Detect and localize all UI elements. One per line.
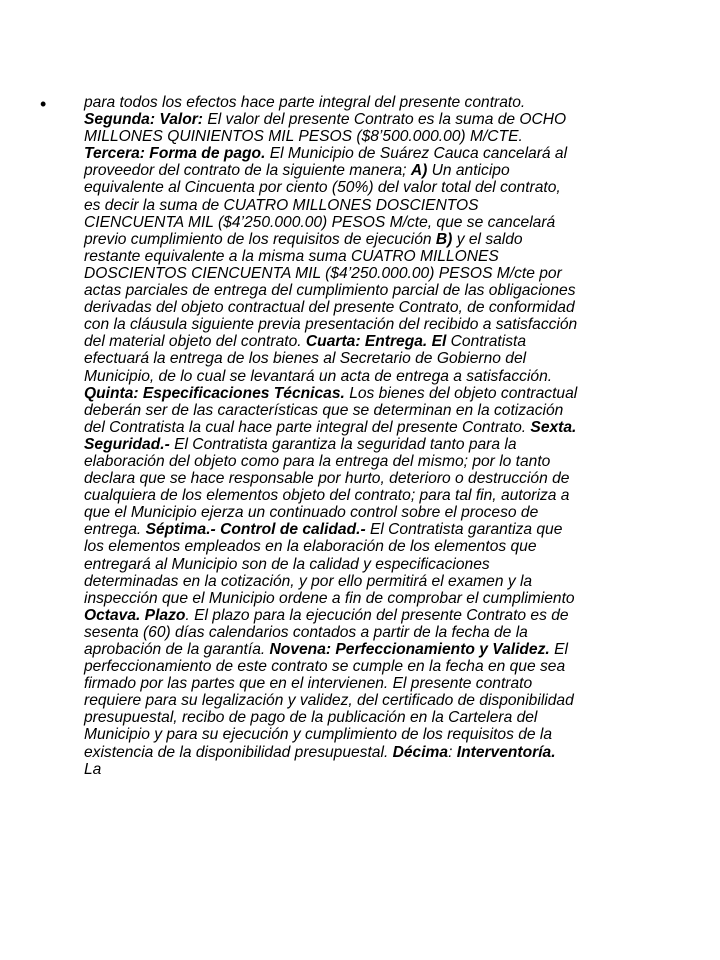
text-run: CIENCUENTA MIL ($4’250.000.00) PESOS M/cte, que se cancelará: [84, 213, 556, 231]
text-run: El Contratista garantiza la seguridad tanto para la: [169, 435, 517, 453]
bold-text-run: B): [435, 230, 453, 248]
text-line: [84, 573, 704, 590]
text-run: La: [84, 760, 102, 778]
bold-text-run: Segunda: Valor:: [84, 111, 203, 129]
text-line: [84, 658, 704, 675]
text-run: Los bienes del objeto contractual: [344, 384, 578, 402]
text-run: derivadas del objeto contractual del presente Contrato, de conformidad: [84, 299, 575, 317]
text-run: del Contratista la cual hace parte integral del presente Contrato.: [84, 418, 531, 436]
text-run: deberán ser de las características que se determinan en la cotización: [84, 401, 564, 419]
text-line: [84, 385, 704, 402]
text-run: inspección que el Municipio ordene a fin de comprobar el cumplimiento: [84, 589, 575, 607]
text-run: con la cláusula siguiente previa presentación del recibido a satisfacción: [84, 316, 578, 334]
text-run: es decir la suma de CUATRO MILLONES DOSCIENTOS: [84, 196, 479, 214]
text-line: [84, 453, 704, 470]
text-line: [84, 607, 704, 624]
text-line: [84, 641, 704, 658]
text-line: [84, 675, 704, 692]
text-run: para todos los efectos hace parte integral del presente contrato.: [84, 94, 526, 111]
text-run: El valor del presente Contrato es la suma de OCHO: [203, 111, 567, 129]
text-run: Un anticipo: [427, 162, 510, 180]
text-line: [84, 761, 704, 778]
text-line: [84, 436, 704, 453]
text-run: que el Municipio ejerza un continuado control sobre el proceso de: [84, 504, 539, 522]
text-line: [84, 265, 704, 282]
text-run: declara que se hace responsable por hurto, deterioro o destrucción de: [84, 470, 570, 488]
text-run: El Municipio de Suárez Cauca cancelará al: [265, 145, 568, 163]
text-run: presupuestal, recibo de pago de la publicación en la Cartelera del: [84, 709, 538, 727]
text-line: [84, 487, 704, 504]
text-line: [84, 197, 704, 214]
text-line: [84, 726, 704, 743]
text-run: firmado por las partes que en el intervienen. El presente contrato: [84, 675, 533, 693]
text-run: determinadas en la cotización, y por ello permitirá el examen y la: [84, 572, 533, 590]
text-line: [84, 624, 704, 641]
bold-text-run: A): [410, 162, 428, 180]
text-line: [84, 162, 704, 179]
text-run: Contratista: [446, 333, 527, 351]
text-run: aprobación de la garantía.: [84, 641, 270, 658]
text-line: [84, 402, 704, 419]
text-run: sesenta (60) días calendarios contados a partir de la fecha de la: [84, 623, 528, 641]
bold-text-run: Cuarta: Entrega. El: [305, 333, 447, 351]
text-run: perfeccionamiento de este contrato se cumple en la fecha en que sea: [84, 658, 566, 676]
text-run: restante equivalente a la misma suma CUATRO MILLONES: [84, 247, 499, 265]
text-line: [84, 368, 704, 385]
text-line: [84, 538, 704, 555]
text-run: efectuará la entrega de los bienes al Secretario de Gobierno del: [84, 350, 527, 368]
text-line: [84, 419, 704, 436]
text-line: [84, 709, 704, 726]
text-run: . El plazo para la ejecución del presente Contrato es de: [185, 606, 569, 624]
text-run: :: [448, 743, 457, 761]
text-run: entrega.: [84, 521, 146, 539]
text-line: [84, 590, 704, 607]
text-line: [84, 692, 704, 709]
text-run: actas parciales de entrega del cumplimiento parcial de las obligaciones: [84, 282, 576, 300]
text-line: [84, 94, 704, 111]
bold-text-run: Interventoría.: [456, 743, 556, 761]
text-run: proveedor del contrato de la siguiente manera;: [84, 162, 411, 180]
text-line: [84, 350, 704, 367]
bold-text-run: Décima: [392, 743, 449, 761]
text-run: previo cumplimiento de los requisitos de ejecución: [84, 230, 436, 248]
text-run: elaboración del objeto como para la entrega del mismo; por lo tanto: [84, 452, 551, 470]
text-run: del material objeto del contrato.: [84, 333, 306, 351]
text-run: entregará al Municipio son de la calidad y especificaciones: [84, 555, 490, 573]
text-line: [84, 316, 704, 333]
text-line: [84, 333, 704, 350]
text-line: [84, 470, 704, 487]
text-line: [84, 214, 704, 231]
text-line: [84, 128, 704, 145]
text-line: [84, 179, 704, 196]
text-line: [84, 248, 704, 265]
text-line: [84, 111, 704, 128]
text-run: MILLONES QUINIENTOS MIL PESOS ($8’500.000.00) M/CTE.: [84, 128, 523, 146]
text-line: [84, 556, 704, 573]
bullet-marker: •: [40, 94, 47, 114]
text-run: Municipio y para su ejecución y cumplimiento de los requisitos de la: [84, 726, 553, 744]
text-line: [84, 231, 704, 248]
bold-text-run: Tercera: Forma de pago.: [84, 145, 266, 163]
text-line: [84, 521, 704, 538]
text-run: los elementos empleados en la elaboración de los elementos que: [84, 538, 537, 556]
bold-text-run: Quinta: Especificaciones Técnicas.: [84, 384, 345, 402]
text-line: [84, 282, 704, 299]
text-run: DOSCIENTOS CIENCUENTA MIL ($4’250.000.00) PESOS M/cte por: [84, 264, 562, 282]
text-run: requiere para su legalización y validez, del certificado de disponibilidad: [84, 692, 574, 710]
text-run: y el saldo: [452, 230, 523, 248]
bold-text-run: Sexta.: [530, 418, 577, 436]
text-run: equivalente al Cincuenta por ciento (50%) del valor total del contrato,: [84, 179, 561, 197]
text-line: [84, 145, 704, 162]
text-run: El: [549, 641, 568, 658]
text-run: cualquiera de los elementos objeto del contrato; para tal fin, autoriza a: [84, 487, 570, 505]
text-run: existencia de la disponibilidad presupuestal.: [84, 743, 393, 761]
bold-text-run: Novena: Perfeccionamiento y Validez.: [269, 641, 550, 658]
bold-text-run: Seguridad.-: [84, 435, 170, 453]
text-run: Municipio, de lo cual se levantará un acta de entrega a satisfacción.: [84, 367, 553, 385]
contract-text-block: [84, 94, 704, 778]
text-line: [84, 299, 704, 316]
bold-text-run: Octava. Plazo: [84, 606, 186, 624]
text-run: El Contratista garantiza que: [365, 521, 563, 539]
text-line: [84, 504, 704, 521]
bold-text-run: Séptima.- Control de calidad.-: [145, 521, 366, 539]
text-line: [84, 744, 704, 761]
